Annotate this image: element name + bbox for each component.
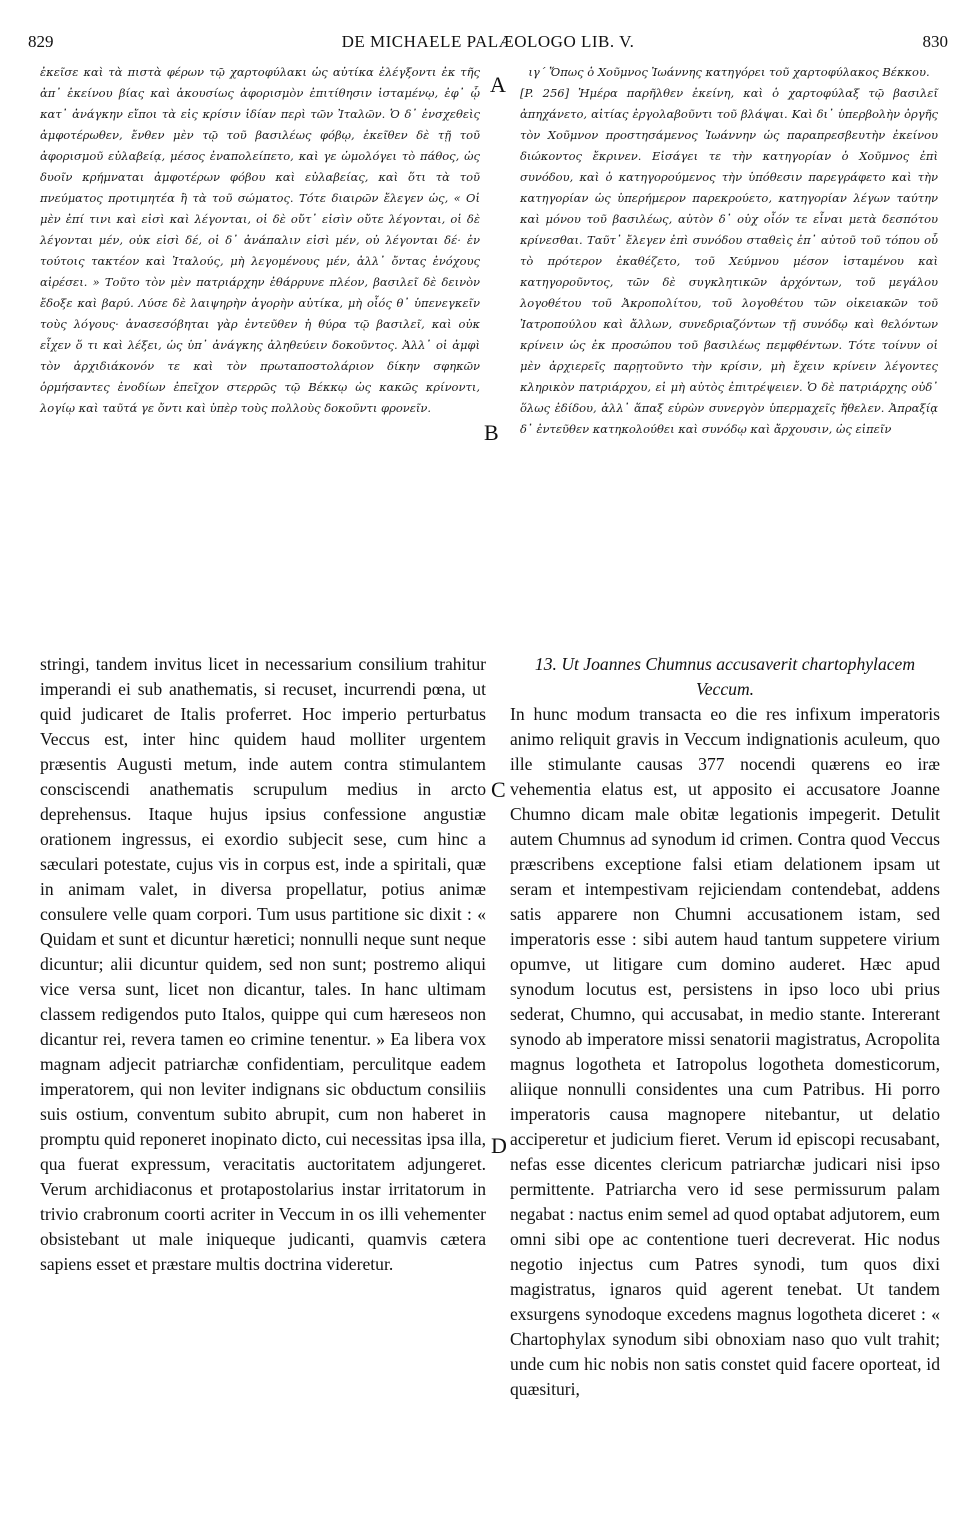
right-page-number: 830: [922, 32, 948, 51]
greek-right-text: [P. 256] Ἡμέρα παρῆλθεν ἐκείνη, καὶ ὁ χαρτοφύλαξ τῷ βασιλεῖ ἀπηχάνετο, αἰτίας ἐργολαβοῦντι τοῦ βλάψαι. Καὶ δι᾽ ὑπερβολὴν ὀργῆς τὸν Χοῦμνον προστησάμενος Ἰωάννην ὡς παραπρεσβευτὴν ἐκείνου διώκοντος ἔκρινεν. Εἰσάγει τε τὴν κατηγορίαν ὁ Χοῦμνος ἐπὶ συνόδου, καὶ ὁ κατηγορούμενος τὴν ὑπόθεσιν παρεγράφετο καὶ τὴν κατηγορίαν ὡς ὑπερήμερον παρεκρούετο, κατηγορίαν λέγων ταύτην καὶ μόνου τοῦ βασιλέως, αὐτὸν δ᾽ οὐχ οἷόν τε εἶναι μετὰ δεσπότου κρίνεσθαι. Ταῦτ᾽ ἔλεγεν ἐπὶ συνόδου σταθεὶς ἐπ᾽ αὐτοῦ τοῦ τόπου οὗ τὸ πρότερον ἐκαθέζετο, τοῦ Χεύμνου μέσον ἱσταμένου καὶ κατηγοροῦντος, τῶν δὲ συγκλητικῶν ἀρχόντων, τοῦ μεγάλου λογοθέτου τοῦ Ἀκροπολίτου, τοῦ λογοθέτου τῶν οἰκειακῶν τοῦ Ἰατροπούλου καὶ ἄλλων, συνεδριαζόντων τῇ συνόδῳ καὶ θελόντων κρίνειν ὡς ἐκ προσώπου τοῦ βασιλέως πεμφθέντων. Τότε τοίνυν οἱ μὲν ἀρχιερεῖς παρῃτοῦντο τὴν κρίσιν, μὴ ἔχειν κρίνειν λέγοντες κληρικὸν πατριάρχου, εἰ μὴ αὐτὸς ἐπιτρέψειεν. Ὁ δὲ πατριάρχης οὐδ᾽ ὅλως ἐδίδου, ἀλλ᾽ ἅπαξ εὑρὼν συνεργὸν ὑπερμαχεῖς ἤθελεν. Ἀπραξίᾳ δ᾽ ἐντεῦθεν κατηκολούθει καὶ συνόδῳ καὶ ἄρχουσιν, ὡς εἰπεῖν: [520, 86, 938, 436]
latin-right-text: In hunc modum transacta eo die res infixum imperatoris animo reliquit gravis in Veccum indignationis aculeum, quo ille stimulante causas 377 nocendi quærens eo iræ vehementia elatus est, ut apposito ei accusatore Joanne Chumno dicam male obitæ legationis impegerit. Detulit autem Chumnus ad synodum id crimen. Contra quod Veccus præscribens exceptione falsi etiam delationem ipsam ut seram et intempestivam rejiciendam contendebat, addens satis apparere non Chumni accusationem istam, sed imperatoris esse : sibi autem haud tantum suppetere virium opumve, ut litigare cum domino auderet. Hæc apud synodum locutus est, persistens in ipso loco ubi prius sederat, Chumno, qui accusabat, in medio stante. Intererant synodo ab imperatore missi senatorii magistratus, Acropolita magnus logotheta et Iatropolus logotheta domesticorum, aliique nonnulli considentes una cum Patribus. Hi porro imperatoris causa magnopere nitebantur, ut delatio acciperetur et judicium fieret. Verum id episcopi recusabant, nefas esse dicentes clericum patriarchæ judicari nisi ipso permittente. Patriarcha vero id sese permissurum palam negabat : nactus enim semel ad quod optabat adjutorem, eum omni sibi ope ac contentione tueri decreverat. Hic nodus negotio injectus cum Patres synodi, tum quos dixi magistratus, ignaros quid agerent tenebat. Ut tandem exsurgens synodoque excedens magnus logotheta diceret : « Chartophylax synodum sibi obnoxiam naso quo vult trahit; unde cum hic nobis non satis constet quid facere oporteat, id quæsituri,: [510, 704, 940, 1399]
margin-marker-d: D: [491, 1133, 507, 1158]
latin-section-heading: 13. Ut Joannes Chumnus accusaverit chartophylacem Veccum.: [534, 654, 916, 699]
greek-column-left: [40, 62, 480, 419]
left-page-number: 829: [28, 32, 54, 51]
latin-left-text: stringi, tandem invitus licet in necessarium consilium trahitur imperandi ei sub anathematis, si recuset, incurrendi pœna, ut quid judicaret de Italis proferret. Hoc imperio perturbatus Veccus est, inter hinc quidem haud molliter urgentem præsentis Augusti metum, inde autem contra stimulantem consciscendi anathematis scrupulum medius in arcto deprehensus. Itaque hujus ipsius confessione angustiæ orationem ingressus, ei exordio subjecit sese, cum hinc a sæculari potestate, cujus vis in corpus est, inde a spiritali, quæ in animam valet, in diversa propellatur, potius animæ consulere velle quam corpori. Tum usus partitione sic dixit : « Quidam et sunt et dicuntur hæretici; nonnulli neque sunt neque dicuntur; alii dicuntur quidem, sed non sunt; postremo aliqui vice versa sunt, licet non dicantur, tales. In hanc ultimam classem redigendos puto Italos, quippe qui cum hæreseos non dicantur rei, revera tamen eo crimine tenentur. » Ea libera vox magnam adjecit patriarchæ confidentiam, perculitque eadem imperatorem, qui non leviter indignans sic obductum consiliis suis ostium, conventum subito abrupit, cum non haberet in promptu quid reponeret inopinato dicto, cui necessitas ipsa illa, qua fuerat expressum, veracitatis auctoritatem adjungeret. Verum archidiaconus et protapostolarius instar irritatorum in trivio crabronum coorti acriter in Veccum in os illi vehementer obsistebant ut male iniqueque judicanti, quamvis cætera sapiens esset et præstare multis doctrina videretur.: [40, 654, 486, 1274]
margin-marker-a: A: [490, 72, 506, 97]
running-title: DE MICHAELE PALÆOLOGO LIB. V.: [341, 32, 635, 51]
margin-marker-b: B: [484, 420, 499, 445]
latin-column-left: [40, 652, 486, 1277]
latin-column-right: [510, 652, 940, 1402]
greek-section-heading: ιγ´ Ὅπως ὁ Χοῦμνος Ἰωάννης κατηγόρει τοῦ χαρτοφύλακος Βέκκου.: [528, 65, 930, 79]
greek-column-right: [520, 62, 938, 440]
margin-marker-c: C: [491, 777, 506, 802]
greek-left-text: ἐκεῖσε καὶ τὰ πιστὰ φέρων τῷ χαρτοφύλακι ὡς αὐτίκα ἐλέγξοντι ἐκ τῆς ἀπ᾽ ἐκείνου βίας καὶ ἀκουσίως ἀφορισμὸν ἐπιτίθησιν ἱσταμένῳ, ἐφ᾽ ᾧ κατ᾽ ἀνάγκην εἴποι τὰ εἰς κρίσιν ἰδίαν περὶ τῶν Ἰταλῶν. Ὁ δ᾽ ἐνσχεθεὶς ἀμφοτέρωθεν, ἔνθεν μὲν τῷ τοῦ βασιλέως φόβῳ, ἐκεῖθεν δὲ τῇ τοῦ ἀφορισμοῦ εὐλαβείᾳ, μέσος ἐναπολείπετο, καὶ γε ὡμολόγει τὸ πάθος, ὡς δυοῖν κρήμναται ἀμφοτέρων φόβου καὶ εὐλαβείας, καὶ ὅτι τὰ τοῦ πνεύματος προτιμητέα ἢ τὰ τοῦ σώματος. Τότε διαιρῶν ἔλεγεν ὡς, « Οἱ μὲν ἐπί τινι καὶ εἰσὶ καὶ λέγονται, οἱ δὲ οὔτ᾽ εἰσὶν οὔτε λέγονται, οἱ δὲ λέγονται μέν, οὐκ εἰσὶ δέ, οἱ δ᾽ ἀνάπαλιν εἰσὶ μέν, οὐ λέγονται δέ· ἐν τούτοις τακτέον καὶ Ἰταλούς, μὴ λεγομένους μέν, ἀλλ᾽ ὄντας ἐνόχους αἱρέσει. » Τοῦτο τὸν μὲν πατριάρχην ἐθάρρυνε πλέον, βασιλεῖ δὲ δεινὸν ἔδοξε καὶ βαρύ. Λύσε δὲ λαιψηρὴν ἀγορὴν αὐτίκα, μὴ οἷός θ᾽ ὑπενεγκεῖν τοὺς λόγους· ἀνασεσόβηται γὰρ ἐντεῦθεν ἡ θύρα τῷ βασιλεῖ, καὶ οὐκ εἶχεν ὅ τι καὶ λέξει, ὡς ὑπ᾽ ἀνάγκης ἀληθεύειν δοκοῦντος. Ἀλλ᾽ οἱ ἀμφὶ τὸν ἀρχιδιάκονόν τε καὶ τὸν πρωταποστολάριον δίκην σφηκῶν ὁρμήσαντες ἐνοδίων ἐπεῖχον στερρῶς τῷ Βέκκῳ ὡς κακῶς κρίνοντι, λογίῳ καὶ ταῦτά γε ὄντι καὶ ὑπὲρ τοὺς πολλοὺς δοκοῦντι φρονεῖν.: [40, 65, 480, 415]
